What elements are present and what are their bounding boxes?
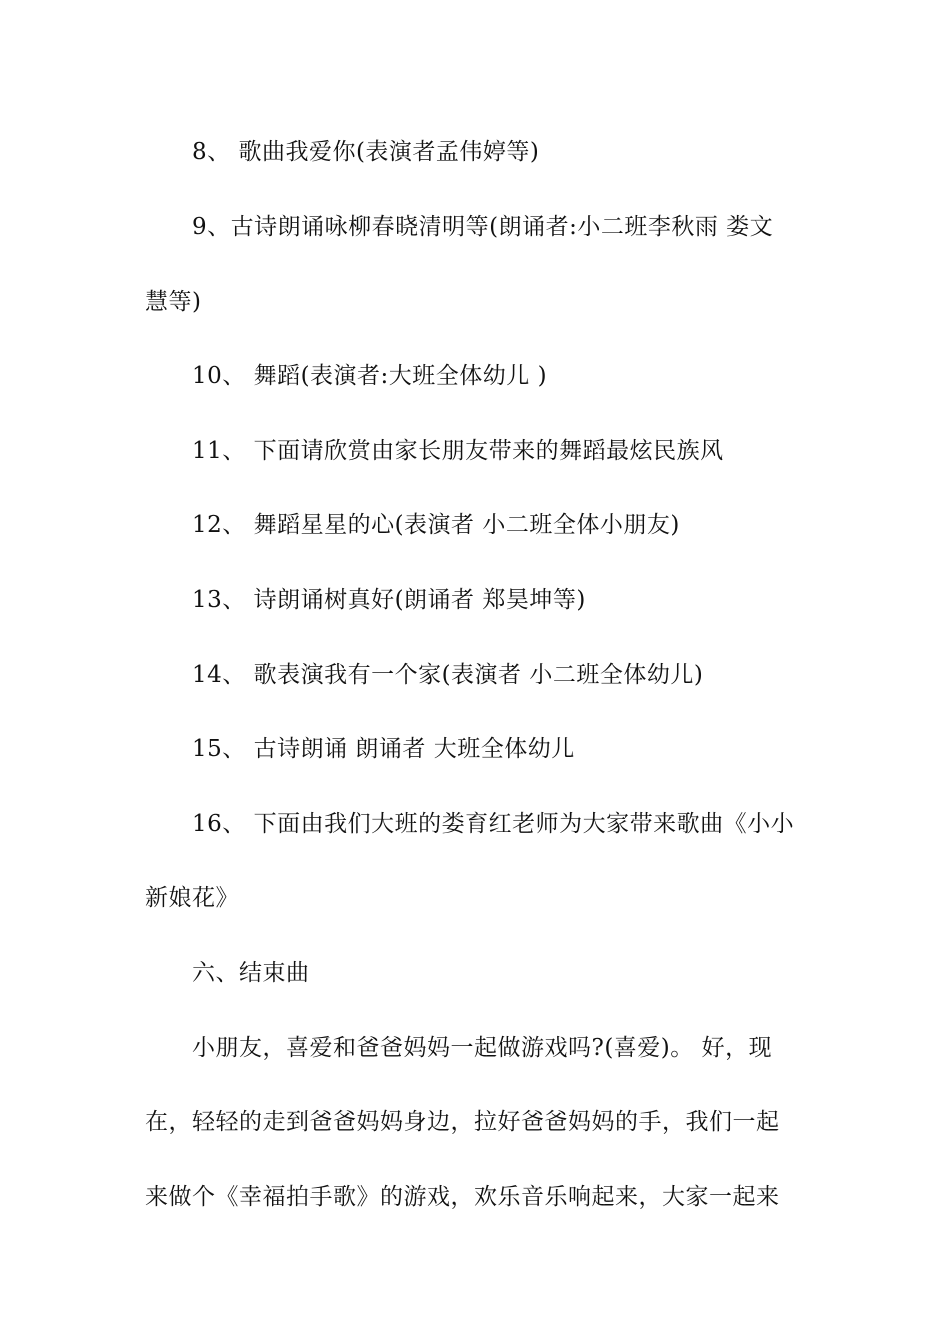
program-item-12: 12、 舞蹈星星的心(表演者 小二班全体小朋友)	[192, 512, 680, 538]
program-item-16: 16、 下面由我们大班的娄育红老师为大家带来歌曲《小小	[192, 811, 795, 837]
paragraph-line-3: 来做个《幸福拍手歌》的游戏，欢乐音乐响起来，大家一起来	[145, 1184, 780, 1210]
program-item-9: 9、古诗朗诵咏柳春晓清明等(朗诵者:小二班李秋雨 娄文	[192, 214, 774, 240]
paragraph-line-1: 小朋友，喜爱和爸爸妈妈一起做游戏吗?(喜爱)。 好，现	[192, 1035, 773, 1061]
section-heading-closing: 六、结束曲	[192, 960, 310, 986]
program-item-10: 10、 舞蹈(表演者:大班全体幼儿 )	[192, 363, 548, 389]
program-item-15: 15、 古诗朗诵 朗诵者 大班全体幼儿	[192, 736, 575, 762]
program-item-8: 8、 歌曲我爱你(表演者孟伟婷等)	[192, 139, 540, 165]
program-item-11: 11、 下面请欣赏由家长朋友带来的舞蹈最炫民族风	[192, 438, 724, 464]
program-item-14: 14、 歌表演我有一个家(表演者 小二班全体幼儿)	[192, 662, 704, 688]
program-item-13: 13、 诗朗诵树真好(朗诵者 郑昊坤等)	[192, 587, 586, 613]
program-item-16-continued: 新娘花》	[145, 885, 239, 911]
paragraph-line-2: 在，轻轻的走到爸爸妈妈身边，拉好爸爸妈妈的手，我们一起	[145, 1109, 780, 1135]
program-item-9-continued: 慧等)	[145, 289, 202, 315]
